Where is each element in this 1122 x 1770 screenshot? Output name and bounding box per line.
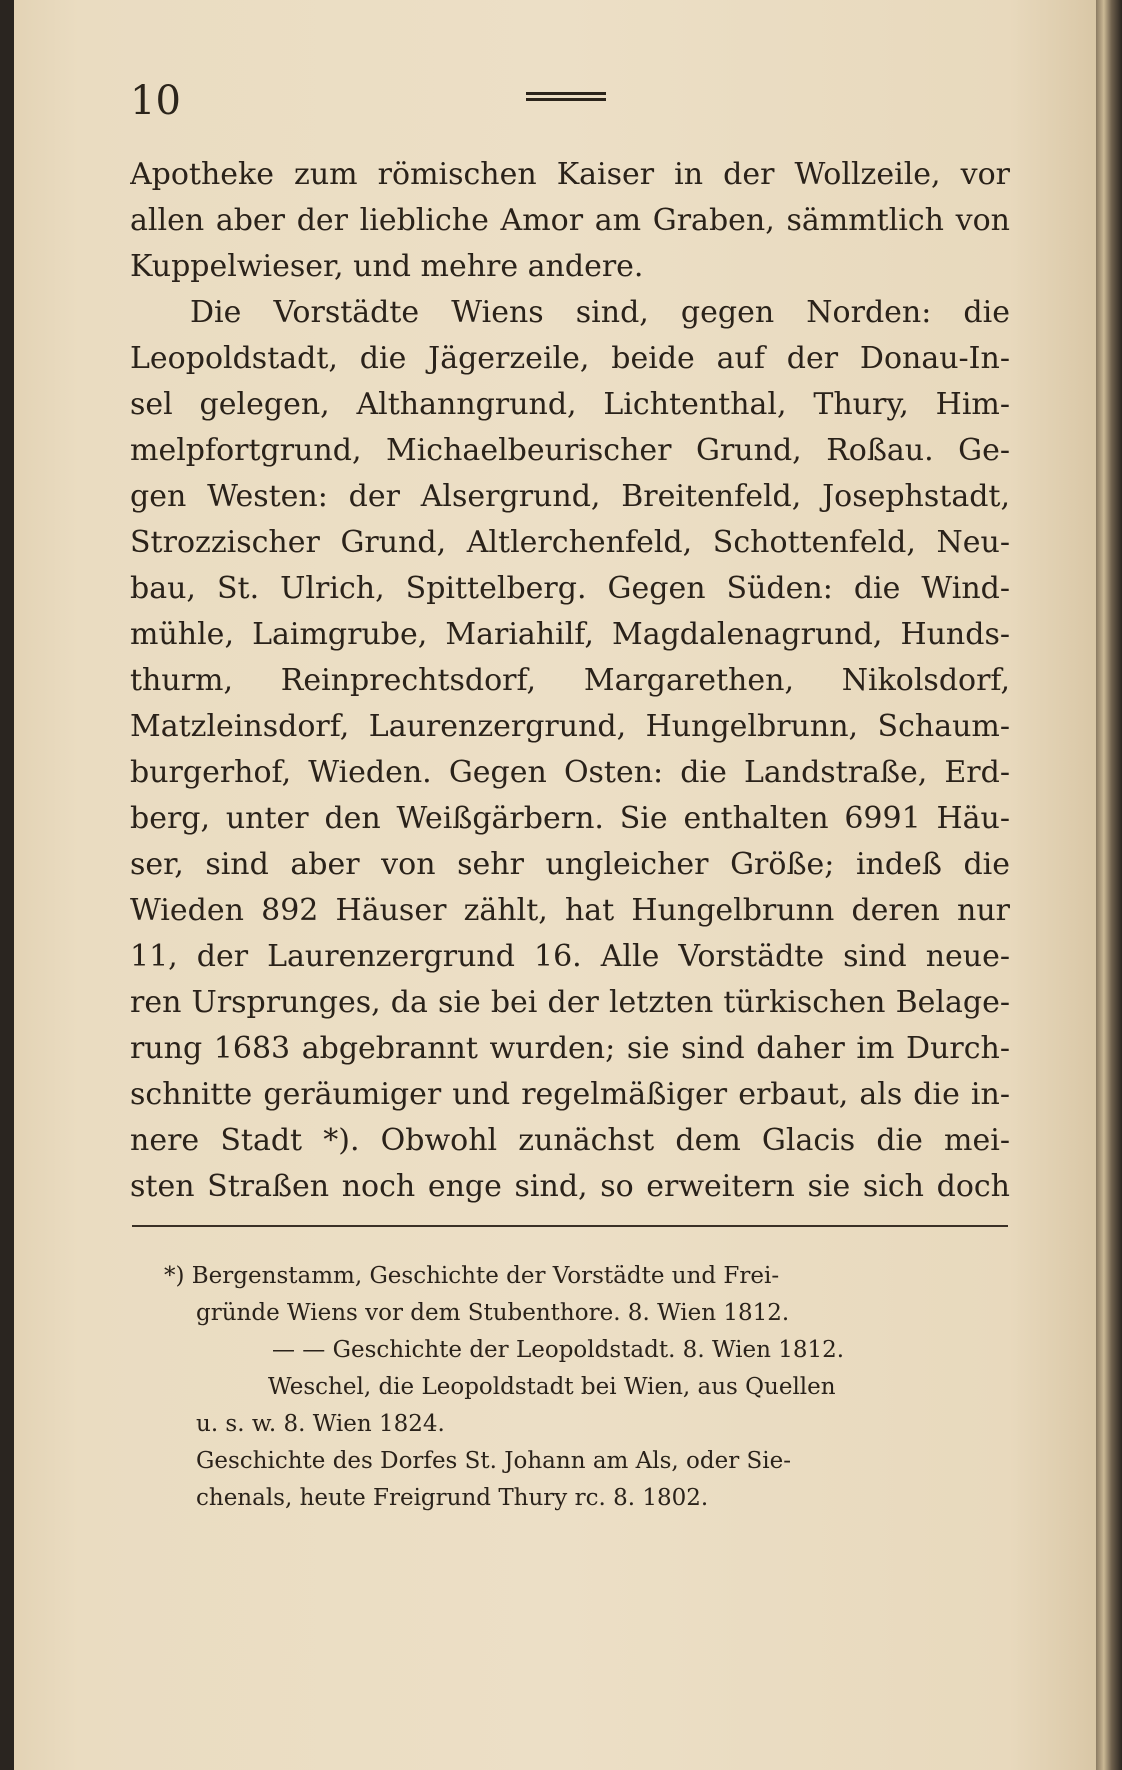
text-line: 11, der Laurenzergrund 16. Alle Vorstädte sind neue- xyxy=(130,939,1010,974)
text-line: sel gelegen, Althanngrund, Lichtenthal, Thury, Him- xyxy=(130,387,1010,422)
text-line: ser, sind aber von sehr ungleicher Größe; indeß die xyxy=(130,847,1010,882)
body-text xyxy=(130,152,1010,1210)
text-line: Wieden 892 Häuser zählt, hat Hungelbrunn deren nur xyxy=(130,893,1010,928)
text-line: rung 1683 abgebrannt wurden; sie sind daher im Durch- xyxy=(130,1031,1010,1066)
footnote-line: Geschichte des Dorfes St. Johann am Als, oder Sie- xyxy=(196,1448,792,1474)
text-line: ren Ursprunges, da sie bei der letzten türkischen Belage- xyxy=(130,985,1010,1020)
footnote-line: gründe Wiens vor dem Stubenthore. 8. Wien 1812. xyxy=(196,1300,790,1326)
text-line: Kuppelwieser, und mehre andere. xyxy=(130,249,644,284)
footnote-line: *) Bergenstamm, Geschichte der Vorstädte und Frei- xyxy=(164,1263,780,1289)
text-line: Die Vorstädte Wiens sind, gegen Norden: die xyxy=(190,295,1010,330)
footnote-line: chenals, heute Freigrund Thury rc. 8. 1802. xyxy=(196,1485,709,1511)
text-line: melpfortgrund, Michaelbeurischer Grund, Roßau. Ge- xyxy=(130,433,1010,468)
book-page xyxy=(14,0,1096,1770)
text-line: burgerhof, Wieden. Gegen Osten: die Landstraße, Erd- xyxy=(130,755,1010,790)
footnote-line: Weschel, die Leopoldstadt bei Wien, aus Quellen xyxy=(268,1374,836,1400)
text-line: schnitte geräumiger und regelmäßiger erbaut, als die in- xyxy=(130,1077,1010,1112)
text-line: gen Westen: der Alsergrund, Breitenfeld, Josephstadt, xyxy=(130,479,1010,514)
text-line: mühle, Laimgrube, Mariahilf, Magdalenagrund, Hunds- xyxy=(130,617,1010,652)
header-ornament xyxy=(526,92,606,106)
text-line: Leopoldstadt, die Jägerzeile, beide auf der Donau-In- xyxy=(130,341,1010,376)
text-line: sten Straßen noch enge sind, so erweitern sie sich doch xyxy=(130,1169,1010,1204)
text-line: Matzleinsdorf, Laurenzergrund, Hungelbrunn, Schaum- xyxy=(130,709,1010,744)
book-spine-edge xyxy=(1096,0,1122,1770)
footnote-line: u. s. w. 8. Wien 1824. xyxy=(196,1411,445,1437)
text-line: allen aber der liebliche Amor am Graben, sämmtlich von xyxy=(130,203,1010,238)
text-line: thurm, Reinprechtsdorf, Margarethen, Nikolsdorf, xyxy=(130,663,1010,698)
text-line: nere Stadt *). Obwohl zunächst dem Glacis die mei- xyxy=(130,1123,1010,1158)
text-line: bau, St. Ulrich, Spittelberg. Gegen Süden: die Wind- xyxy=(130,571,1010,606)
page-number: 10 xyxy=(130,78,181,124)
footnotes xyxy=(164,1258,1010,1517)
footnote-line: — — Geschichte der Leopoldstadt. 8. Wien 1812. xyxy=(272,1337,845,1363)
text-line: Apotheke zum römischen Kaiser in der Wollzeile, vor xyxy=(130,157,1010,192)
text-line: berg, unter den Weißgärbern. Sie enthalten 6991 Häu- xyxy=(130,801,1010,836)
text-line: Strozzischer Grund, Altlerchenfeld, Schottenfeld, Neu- xyxy=(130,525,1010,560)
footnote-divider xyxy=(132,1225,1008,1227)
